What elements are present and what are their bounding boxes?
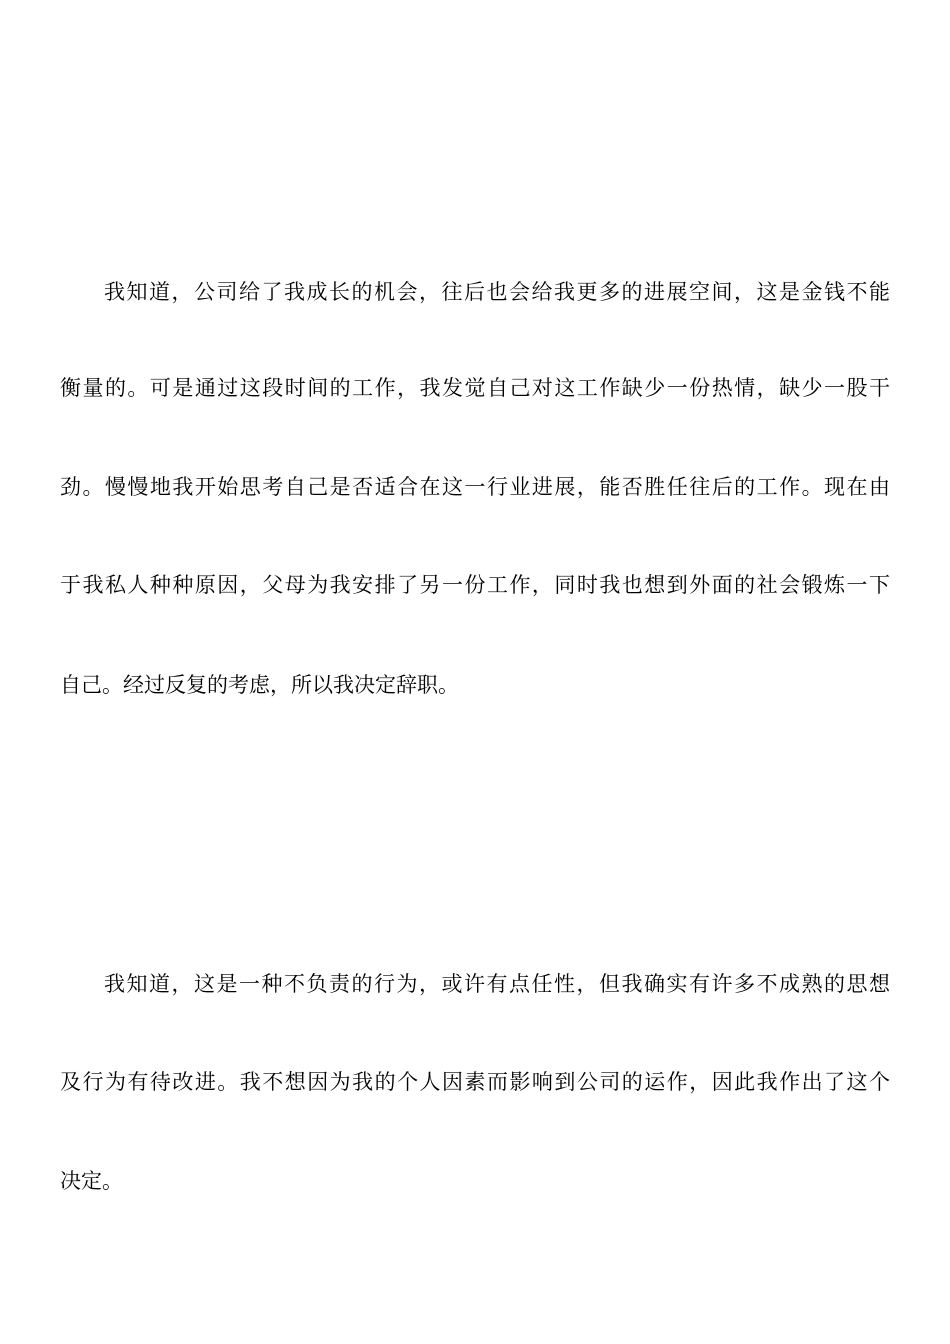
- paragraph-2-line-1: 我知道，这是一种不负责的行为，或许有点任性，但我确实有许多不成熟的思想: [104, 972, 890, 996]
- paragraph-2-line-2: 及行为有待改进。我不想因为我的个人因素而影响到公司的运作，因此我作出了这个: [60, 1070, 890, 1094]
- paragraph-1-line-1: 我知道，公司给了我成长的机会，往后也会给我更多的进展空间，这是金钱不能: [104, 280, 890, 304]
- paragraph-1-line-5: 自己。经过反复的考虑，所以我决定辞职。: [60, 673, 459, 697]
- paragraph-1-line-2: 衡量的。可是通过这段时间的工作，我发觉自己对这工作缺少一份热情，缺少一股干: [60, 376, 890, 400]
- paragraph-2-line-3: 决定。: [60, 1169, 123, 1193]
- paragraph-1-line-4: 于我私人种种原因，父母为我安排了另一份工作，同时我也想到外面的社会锻炼一下: [60, 573, 890, 597]
- paragraph-1-line-3: 劲。慢慢地我开始思考自己是否适合在这一行业进展，能否胜任往后的工作。现在由: [60, 475, 890, 499]
